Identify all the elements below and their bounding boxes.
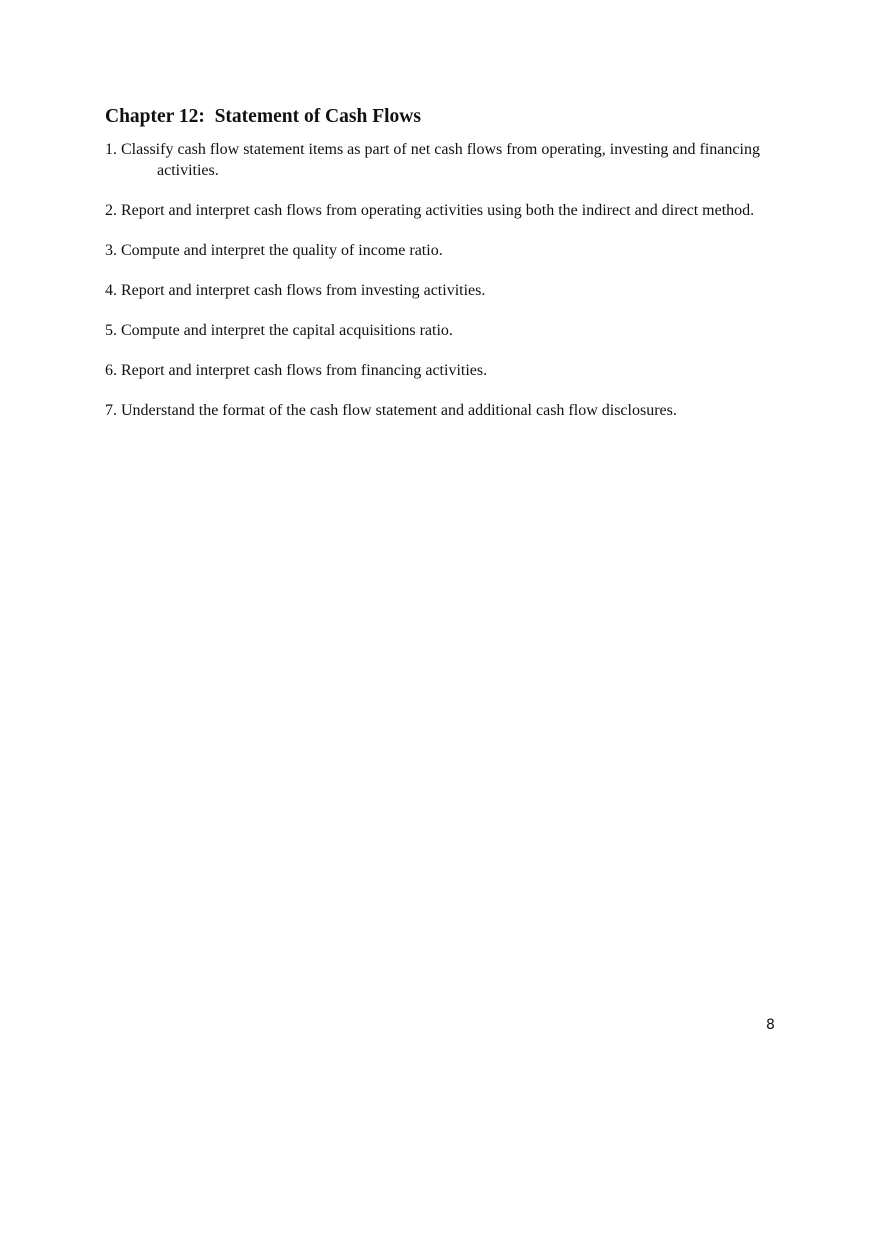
learning-objectives-list: [105, 139, 765, 421]
chapter-title: Chapter 12: Statement of Cash Flows: [105, 106, 421, 127]
objective-item: [105, 280, 765, 301]
objective-text: Compute and interpret the capital acquisitions ratio.: [121, 322, 453, 339]
objective-text: Compute and interpret the quality of income ratio.: [121, 242, 443, 259]
objective-text: Classify cash flow statement items as part of net cash flows from operating, investing and financing activities.: [121, 141, 760, 179]
objective-item: [105, 139, 765, 181]
objective-number: 6.: [105, 362, 117, 379]
objective-number: 2.: [105, 202, 117, 219]
objective-text: Report and interpret cash flows from financing activities.: [121, 362, 488, 379]
objective-text: Understand the format of the cash flow statement and additional cash flow disclosures.: [121, 402, 677, 419]
objective-number: 7.: [105, 402, 117, 419]
objective-item: [105, 400, 765, 421]
objective-item: [105, 360, 765, 381]
objective-item: [105, 240, 765, 261]
objective-number: 3.: [105, 242, 117, 259]
objective-number: 1.: [105, 141, 117, 158]
page-content: [105, 104, 765, 440]
objective-item: [105, 200, 765, 221]
objective-text: Report and interpret cash flows from operating activities using both the indirect and direct method.: [121, 202, 755, 219]
page-number: 8: [766, 1017, 775, 1033]
objective-text: Report and interpret cash flows from investing activities.: [121, 282, 486, 299]
objective-number: 5.: [105, 322, 117, 339]
objective-number: 4.: [105, 282, 117, 299]
objective-item: [105, 320, 765, 341]
